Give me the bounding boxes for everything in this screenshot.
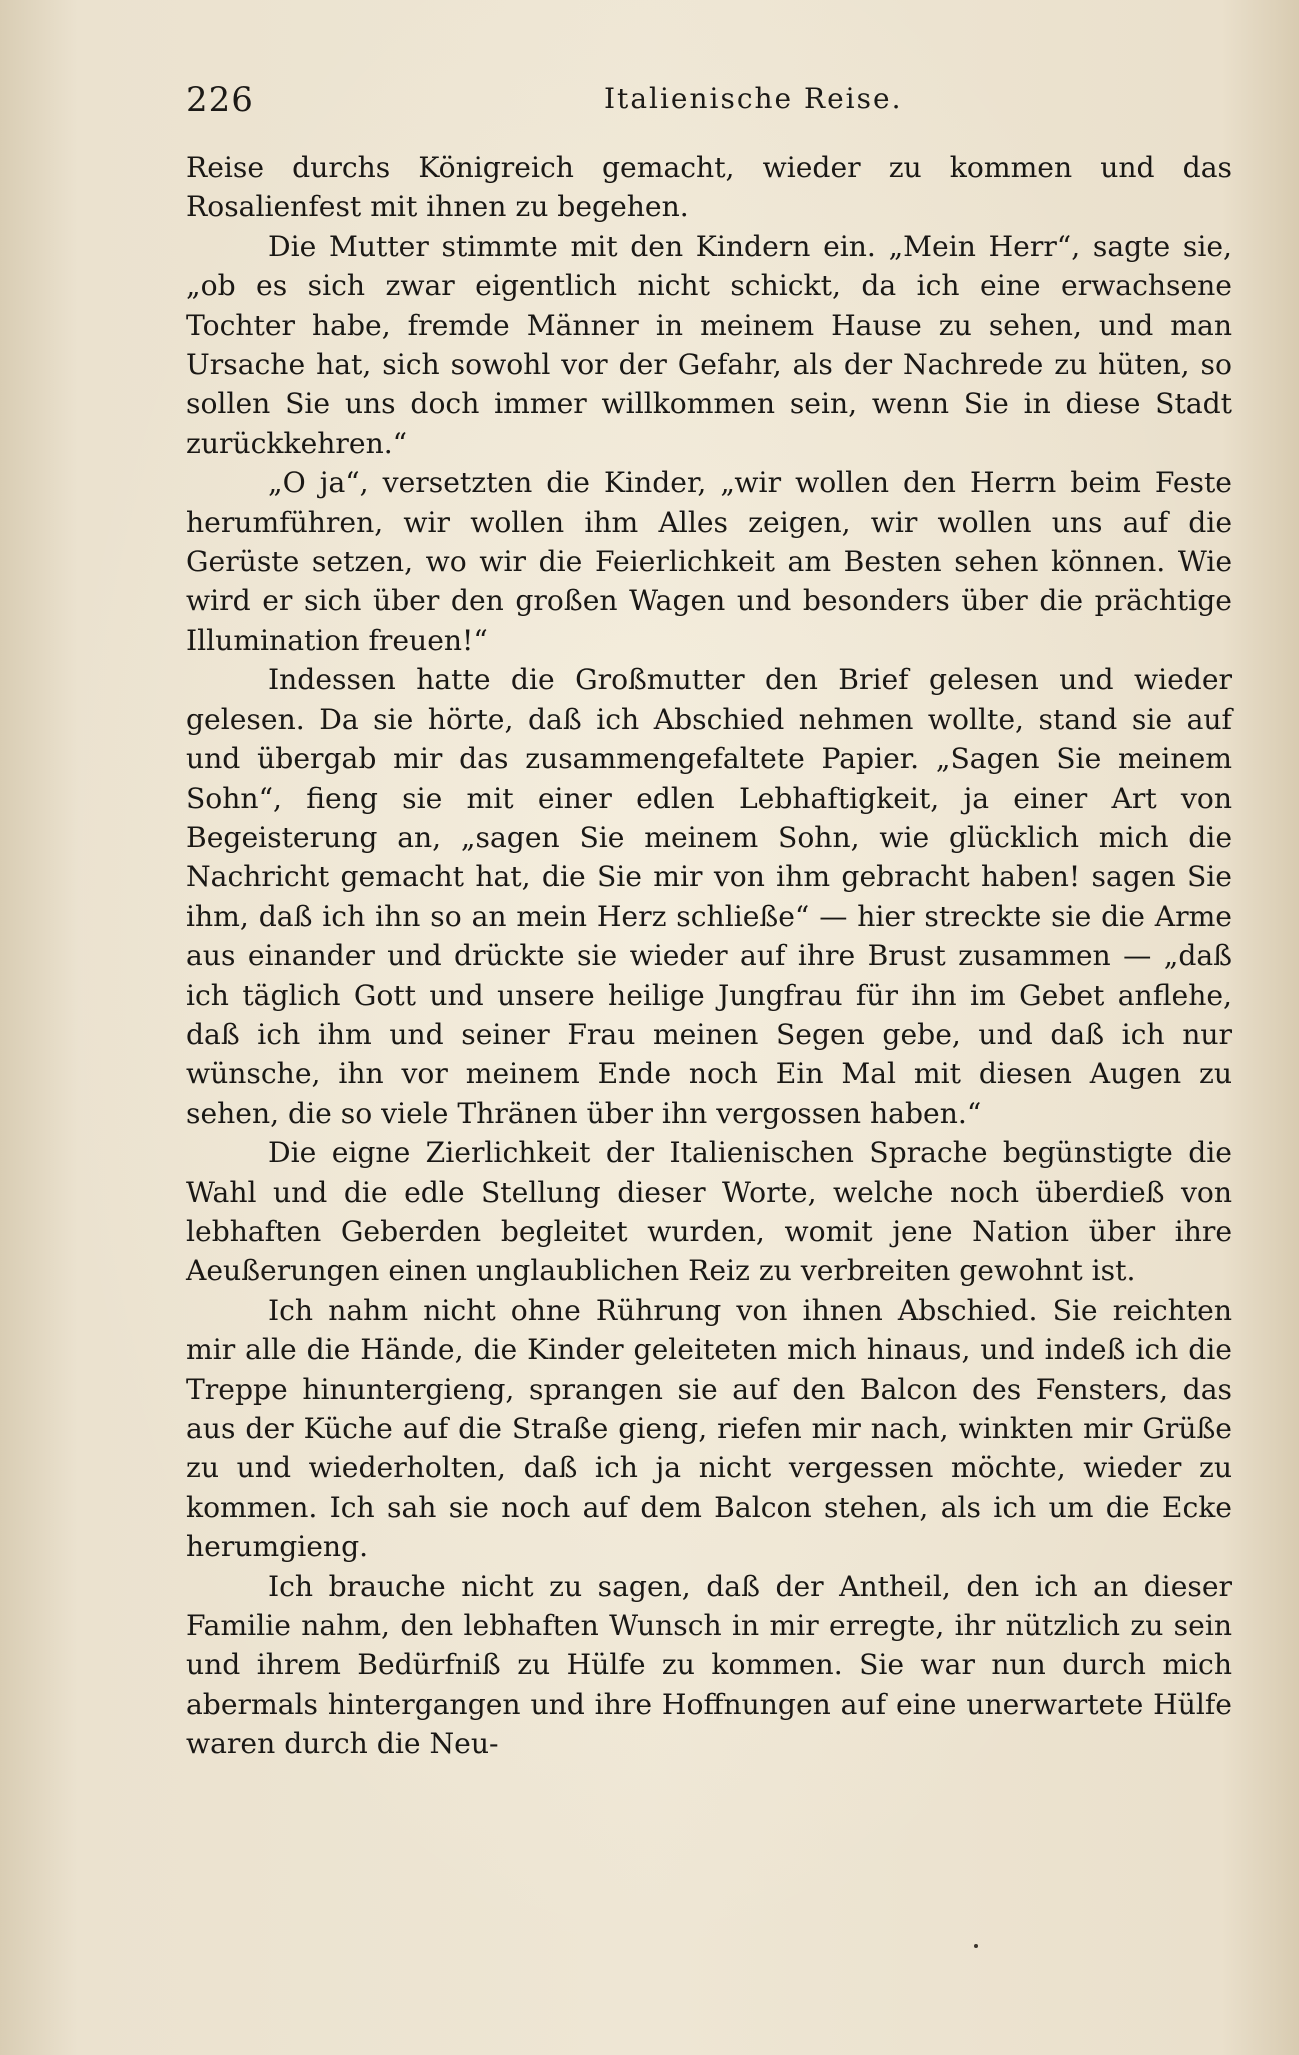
paragraph-continuation: Reise durchs Königreich gemacht, wieder zu kommen und das Rosalienfest mit ihnen zu begehen. xyxy=(186,151,1232,224)
paragraph: Ich brauche nicht zu sagen, daß der Antheil, den ich an dieser Familie nahm, den lebhaften Wunsch in mir erregte, ihr nützlich zu sein und ihrem Bedürfniß zu Hülfe zu kommen. Sie war nun durch mich abermals hintergangen und ihre Hoffnungen auf eine unerwartete Hülfe waren durch die Neu- xyxy=(186,1569,1232,1761)
paragraph: Ich nahm nicht ohne Rührung von ihnen Abschied. Sie reichten mir alle die Hände, die Kinder geleiteten mich hinaus, und indeß ich die Treppe hinuntergieng, sprangen sie auf den Balcon des Fensters, das aus der Küche auf die Straße gieng, riefen mir nach, winkten mir Grüße zu und wiederholten, daß ich ja nicht vergessen möchte, wieder zu kommen. Ich sah sie noch auf dem Balcon stehen, als ich um die Ecke herumgieng. xyxy=(186,1293,1232,1564)
page-number: 226 xyxy=(186,80,254,120)
paragraph: Die eigne Zierlichkeit der Italienischen Sprache begünstigte die Wahl und die edle Stellung dieser Worte, welche noch überdieß von lebhaften Geberden begleitet wurden, womit jene Nation über ihre Aeußerungen einen unglaublichen Reiz zu verbreiten gewohnt ist. xyxy=(186,1136,1232,1288)
paragraph: „O ja“, versetzten die Kinder, „wir wollen den Herrn beim Feste herumführen, wir wollen ihm Alles zeigen, wir wollen uns auf die Gerüste setzen, wo wir die Feierlichkeit am Besten sehen können. Wie wird er sich über den großen Wagen und besonders über die prächtige Illumination freuen!“ xyxy=(186,466,1232,657)
page-header xyxy=(186,80,1236,130)
running-head: Italienische Reise. xyxy=(604,82,903,115)
body-text xyxy=(186,148,1232,1764)
paragraph: Indessen hatte die Großmutter den Brief gelesen und wieder gelesen. Da sie hörte, daß ich Abschied nehmen wollte, stand sie auf und übergab mir das zusammengefaltete Papier. „Sagen Sie meinem Sohn“, fieng sie mit einer edlen Lebhaftigkeit, ja einer Art von Begeisterung an, „sagen Sie meinem Sohn, wie glücklich mich die Nachricht gemacht hat, die Sie mir von ihm gebracht haben! sagen Sie ihm, daß ich ihn so an mein Herz schließe“ — hier streckte sie die Arme aus einander und drückte sie wieder auf ihre Brust zusammen — „daß ich täglich Gott und unsere heilige Jungfrau für ihn im Gebet anflehe, daß ich ihm und seiner Frau meinen Segen gebe, und daß ich nur wünsche, ihn vor meinem Ende noch Ein Mal mit diesen Augen zu sehen, die so viele Thränen über ihn vergossen haben.“ xyxy=(186,663,1232,1130)
paragraph: Die Mutter stimmte mit den Kindern ein. „Mein Herr“, sagte sie, „ob es sich zwar eigentlich nicht schickt, da ich eine erwachsene Tochter habe, fremde Männer in meinem Hause zu sehen, und man Ursache hat, sich sowohl vor der Gefahr, als der Nachrede zu hüten, so sollen Sie uns doch immer willkommen sein, wenn Sie in diese Stadt zurückkehren.“ xyxy=(186,229,1232,460)
ink-speck xyxy=(974,1944,978,1948)
